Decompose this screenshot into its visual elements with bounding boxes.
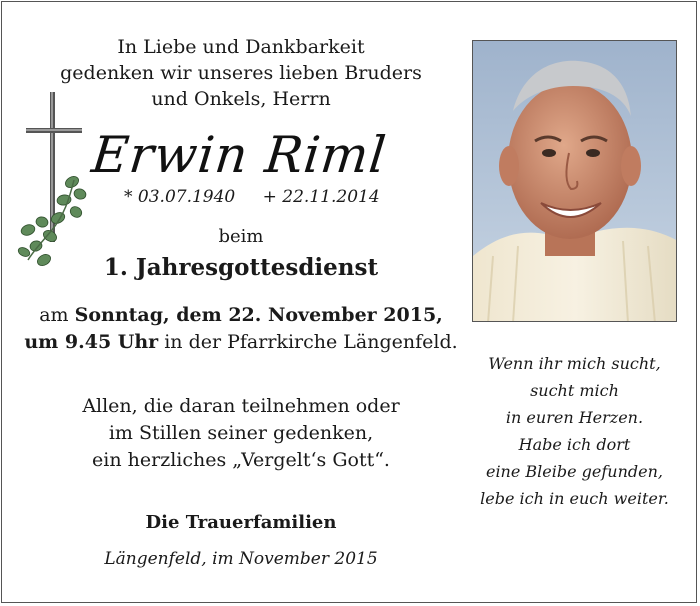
portrait-image xyxy=(473,41,677,322)
poem-line-5: eine Bleibe gefunden, xyxy=(485,462,664,481)
place-date: Längenfeld, im November 2015 xyxy=(104,549,378,569)
signature: Die Trauerfamilien xyxy=(145,512,337,533)
intro-line-3: und Onkels, Herrn xyxy=(151,88,331,110)
poem-line-1: Wenn ihr mich sucht, xyxy=(488,354,661,373)
thanks-line-3: ein herzliches „Vergelt‘s Gott“. xyxy=(92,449,390,471)
death-date: + 22.11.2014 xyxy=(262,187,380,207)
portrait-photo xyxy=(472,40,677,322)
thanks-line-1: Allen, die daran teilnehmen oder xyxy=(82,395,400,417)
poem-line-2: sucht mich xyxy=(530,381,619,400)
poem-line-4: Habe ich dort xyxy=(518,435,631,454)
intro-line-1: In Liebe und Dankbarkeit xyxy=(117,36,365,58)
deceased-name: Erwin Riml xyxy=(88,126,390,184)
thanks-line-2: im Stillen seiner gedenken, xyxy=(108,422,374,444)
beim-text: beim xyxy=(218,226,264,247)
intro-line-2: gedenken wir unseres lieben Bruders xyxy=(60,62,422,84)
poem-line-6: lebe ich in euch weiter. xyxy=(480,489,669,508)
thanks-text xyxy=(10,393,472,474)
poem-line-3: in euren Herzen. xyxy=(505,408,644,427)
service-title: 1. Jahresgottesdienst xyxy=(103,254,379,281)
service-place: in der Pfarrkirche Längenfeld. xyxy=(164,331,458,353)
service-date: Sonntag, dem 22. November 2015, xyxy=(74,304,443,326)
service-time: um 9.45 Uhr xyxy=(24,331,159,353)
life-dates xyxy=(124,187,402,207)
service-details xyxy=(10,302,472,356)
poem xyxy=(472,350,677,512)
am-text: am xyxy=(39,304,69,326)
birth-date: * 03.07.1940 xyxy=(124,187,236,207)
cross-with-ivy-icon xyxy=(14,90,94,280)
